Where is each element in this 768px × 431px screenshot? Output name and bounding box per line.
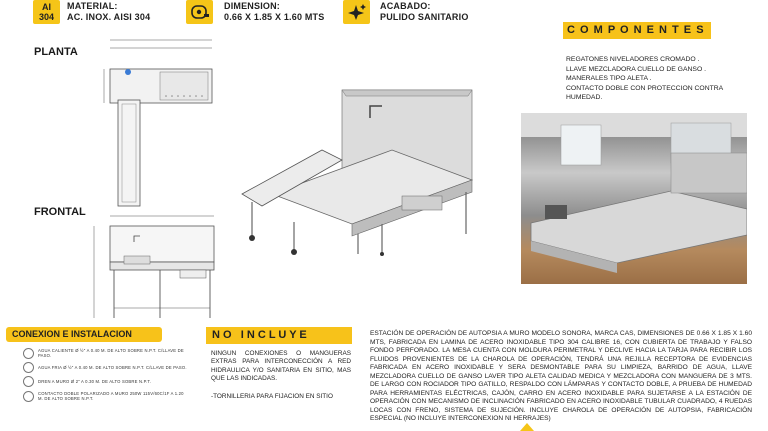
componentes-item: CONTACTO DOBLE CON PROTECCION CONTRA HUMEDAD. (566, 84, 723, 101)
cold-water-icon (23, 362, 34, 373)
componentes-title: C O M P O N E N T E S (563, 22, 711, 39)
no-incluye-title: N O I N C L U Y E (206, 327, 352, 344)
no-incluye-text: NINGUN CONEXIONES O MANGUERAS EXTRAS PARA INTERCONECCIÓN A RED HIDRAULICA Y/O SANITARIA EN SITIO, MAS QUE LAS INDICADAS. (211, 350, 351, 383)
drain-icon (23, 376, 34, 387)
material-block (67, 1, 150, 23)
product-photo (521, 113, 747, 284)
no-incluye-note: -TORNILLERIA PARA FIJACION EN SITIO (211, 393, 333, 400)
finish-title: ACABADO: (380, 1, 431, 11)
plan-view-label: PLANTA (34, 46, 78, 58)
plan-view-drawing (100, 36, 225, 208)
dimension-block (224, 1, 324, 23)
tape-measure-icon (186, 0, 213, 24)
warning-icon (520, 423, 534, 431)
conexion-row (20, 360, 188, 374)
material-title: MATERIAL: (67, 1, 118, 11)
isometric-render (232, 84, 477, 256)
conexion-title: CONEXION E INSTALACION (6, 327, 162, 342)
front-view-label: FRONTAL (34, 206, 86, 218)
material-badge-line2: 304 (38, 12, 55, 22)
sparkle-icon (343, 0, 370, 24)
hot-water-icon (23, 348, 34, 359)
product-description: ESTACIÓN DE OPERACIÓN DE AUTOPSIA A MURO MODELO SONORA, MARCA CAS, DIMENSIONES DE 0.66 X 1.85 X 1.60 MTS, FABRICADA EN LAMINA DE ACERO INOXIDABLE TIPO 304 CALIBRE 16, CON CUBIERTA DE TRABAJO Y FALSO FONDO PERFORADO. LA MESA CUENTA CON MOLDURA PERIMETRAL Y DECLIVE HACIA LA TARJA PARA RECIBIR LOS FLUIDOS PROVENIENTES DE LA CHAROLA DE OPERACIÓN, TENDRÁ UNA REJILLA RECEPTORA DE EVIDENCIAS FABRICADA EN ACERO INOXIDABLE Y SERA DESMONTABLE PARA SU LIMPIEZA, BARRIDO DE AGUA, LLAVE MEZCLADORA CUELLO DE GANSO LAVER TIPO ALETA CALIDAD MEDICA Y MEZCLADORA CON MANGUERA DE 3 MTS. DE LARGO CON ROCIADOR TIPO GATILLO, RESPALDO CON LÁMPARAS Y CONTACTO DOBLE, A PRUEBA DE HUMEDAD PARA HERRAMIENTAS ELÉCTRICAS, CAJÓN, CARRO EN ACERO INOXIDABLE PARA SUJETARSE A LA ESTACIÓN DE OPERACIÓN CON MECANISMO DE INCLINACIÓN FABRICADO EN ACERO INOXIDABLE TUBULAR CUADRADO, 4 RUEDAS LOCAS CON FRENO, SISTEMA DE SUJECIÓN. INCLUYE CHAROLA DE OPERACIÓN DE AUTOPSIA, FABRICACIÓN ESPECIAL (NO INCLUYE INTERCONEXION NI HERRAJES) (370, 330, 752, 422)
conexion-row (20, 374, 188, 388)
conexion-row-text: AGUA CALIENTE Ø ½" A 0.40 M. DE ALTO SOBRE N.P.T. C/LLAVE DE PASO. (38, 348, 184, 358)
componentes-item: LLAVE MEZCLADORA CUELLO DE GANSO . (566, 65, 707, 73)
conexion-row-text: DREN A MURO Ø 2" A 0.30 M. DE ALTO SOBRE N.P.T. (38, 378, 152, 384)
componentes-item: REGATONES NIVELADORES CROMADO . (566, 56, 700, 63)
componentes-item: MANERALES TIPO ALETA . (566, 75, 652, 82)
conexion-list (20, 346, 188, 404)
componentes-list (566, 55, 752, 103)
finish-block (380, 1, 469, 23)
dimension-title: DIMENSION: (224, 1, 280, 11)
conexion-row-text: CONTACTO DOBLE POLARIZADO A MURO 250W 115V/60C/1F A 1.20 M. DE ALTO SOBRE N.P.T. (38, 391, 184, 401)
material-badge (33, 0, 60, 24)
material-value: AC. INOX. AISI 304 (67, 12, 151, 22)
conexion-row-text: AGUA FRIA Ø ½" A 0.40 M. DE ALTO SOBRE N.P.T. C/LLAVE DE PASO. (38, 364, 187, 370)
conexion-row (20, 388, 188, 404)
material-badge-line1: AI (42, 2, 51, 12)
electrical-outlet-icon (23, 391, 34, 402)
finish-value: PULIDO SANITARIO (380, 12, 469, 22)
dimension-value: 0.66 X 1.85 X 1.60 MTS (224, 12, 325, 22)
conexion-row (20, 346, 188, 360)
front-view-drawing (84, 212, 224, 322)
